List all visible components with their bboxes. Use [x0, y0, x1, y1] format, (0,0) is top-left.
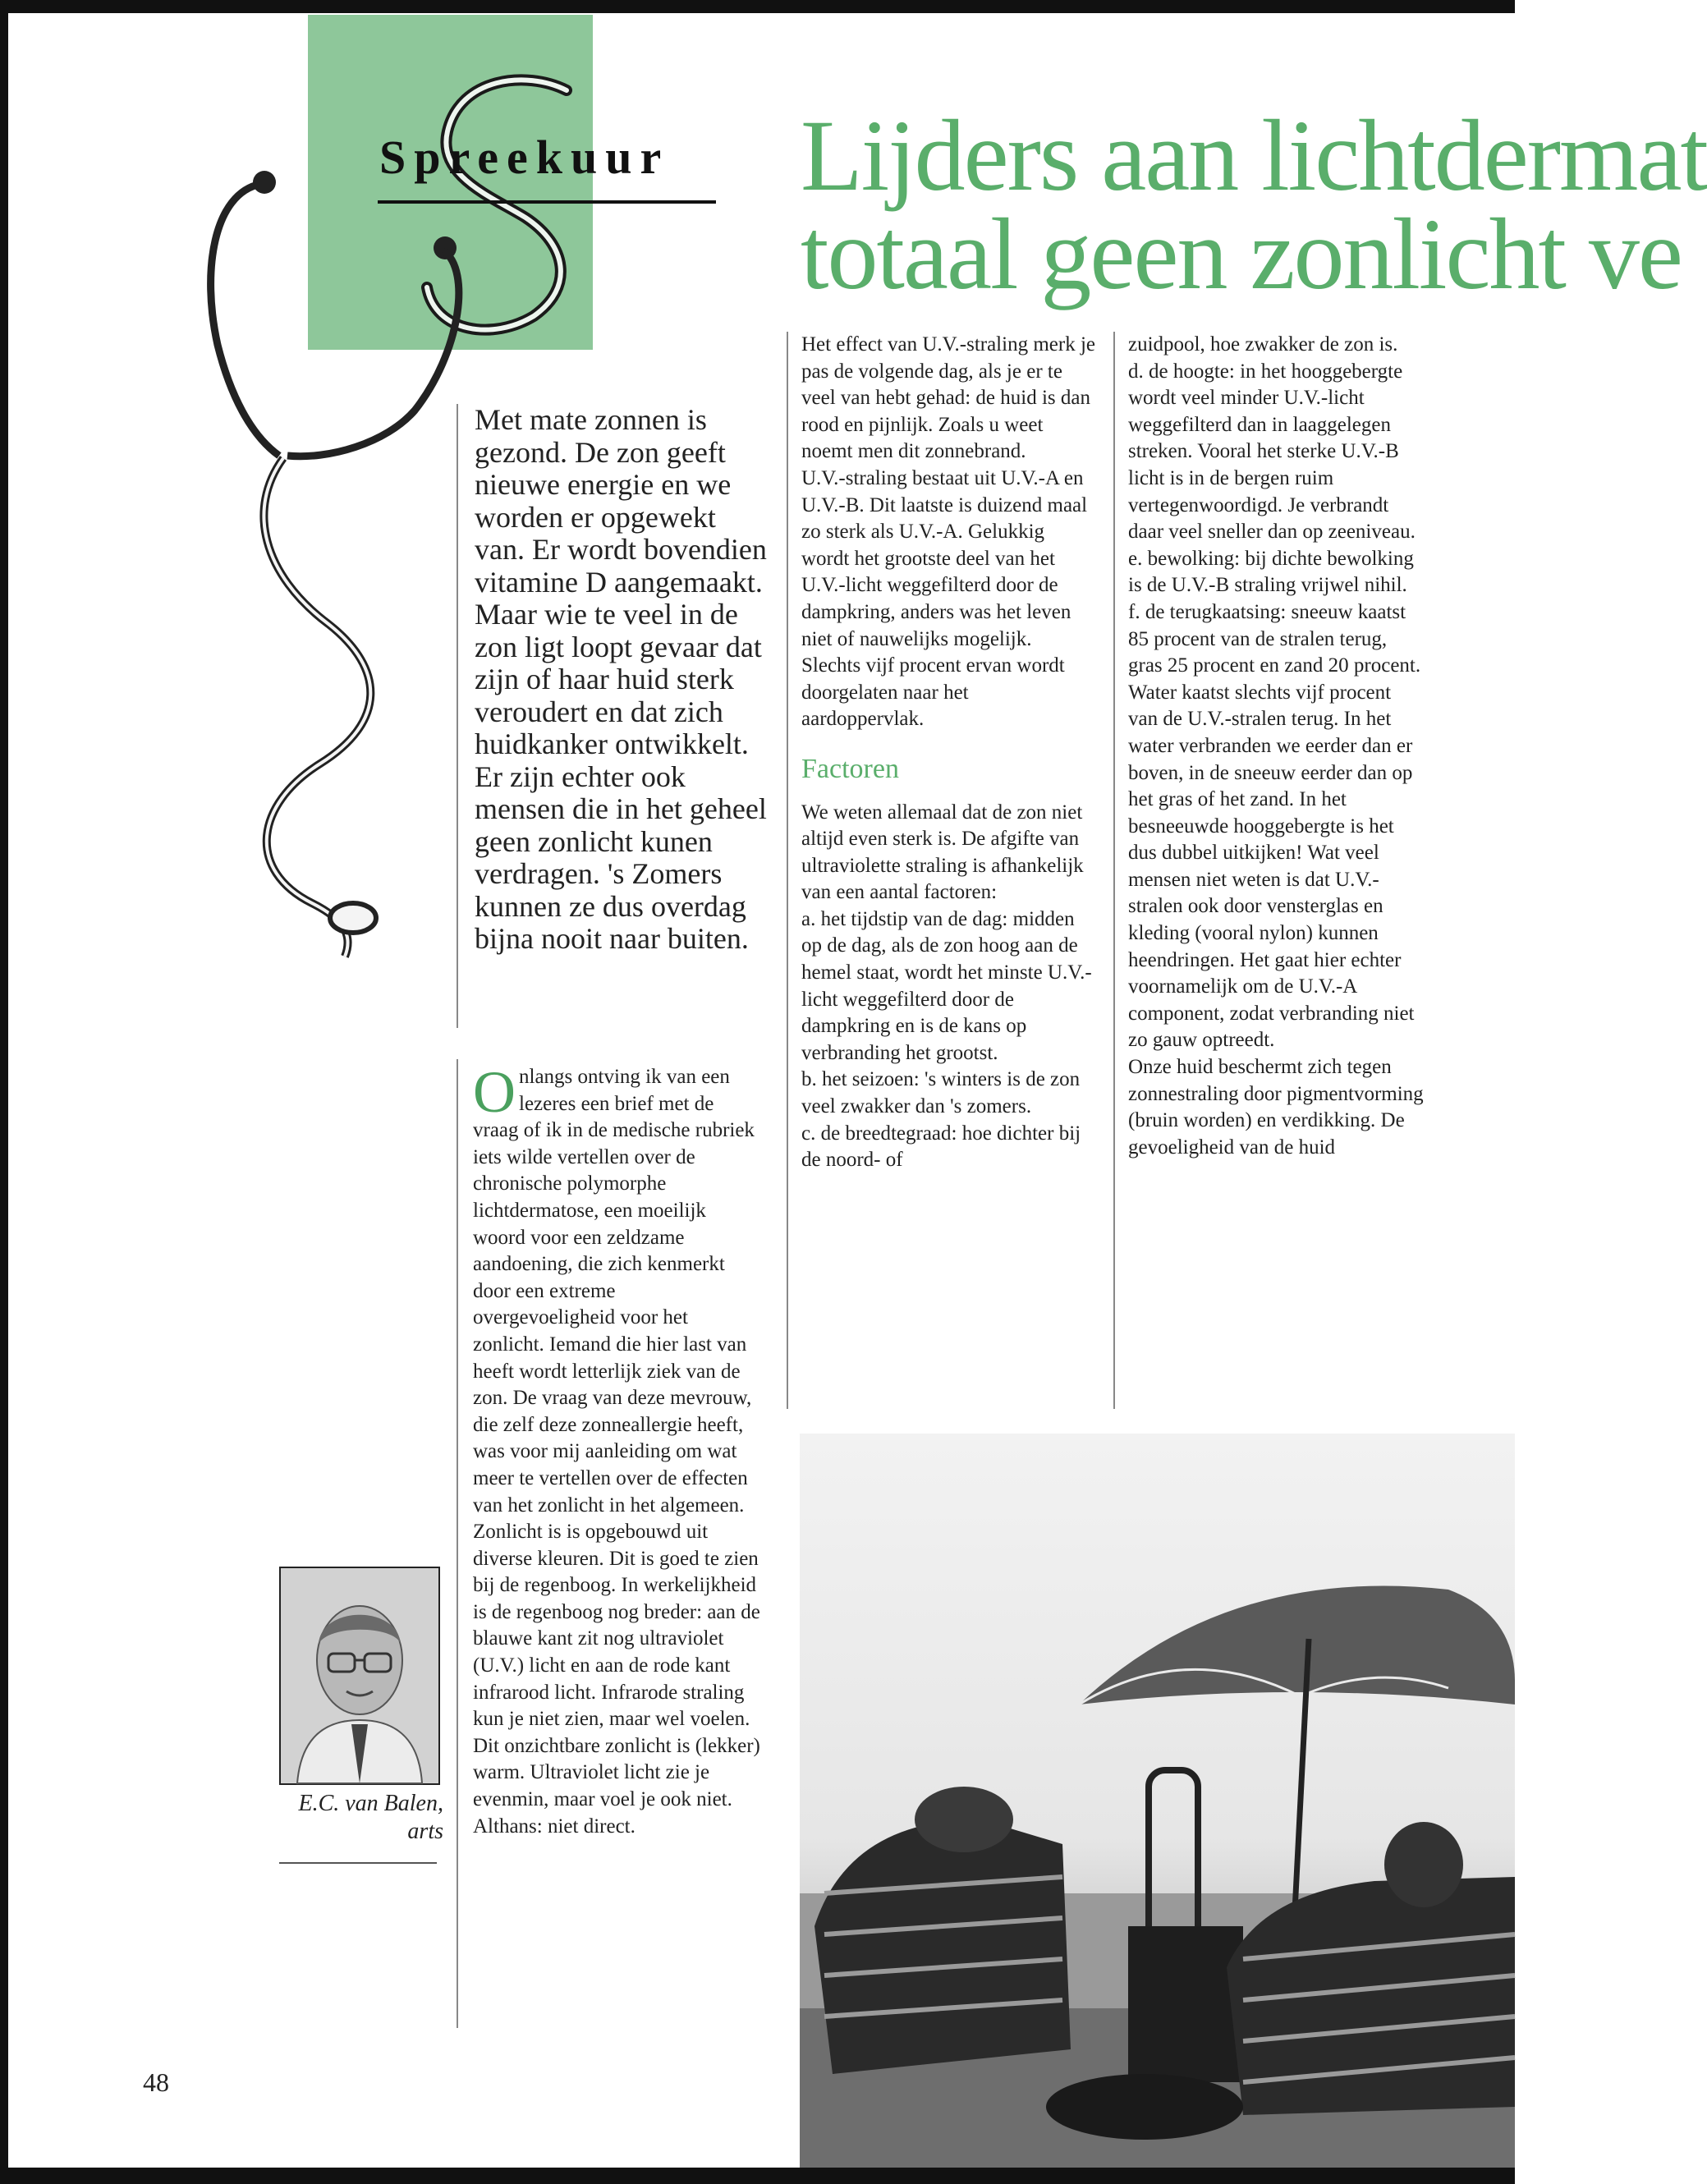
author-caption-rule: [279, 1862, 437, 1864]
column-2-rule: [787, 332, 788, 1409]
column-2-paragraph-3: We weten allemaal dat de zon niet altijd even sterk is. De afgifte van ultraviolette straling is afhankelijk van een aantal factoren:: [801, 801, 1084, 904]
author-portrait: [279, 1567, 440, 1785]
article-column-3: [1128, 332, 1425, 1161]
headline-line-1: Lijders aan lichtdermat: [801, 99, 1707, 212]
factor-c: c. de breedtegraad: hoe dichter bij de noord- of: [801, 1122, 1081, 1172]
section-label: Spreekuur: [379, 131, 670, 184]
stethoscope-chestpiece-icon: [330, 903, 376, 933]
column-3-paragraph-2: Onze huid beschermt zich tegen zonnestraling door pigmentvorming (bruin worden) en verdikking. De gevoeligheid van de huid: [1128, 1056, 1424, 1159]
column-1-paragraph-1: Onlangs ontving ik van een lezeres een brief met de vraag of ik in de medische rubriek iets wilde vertellen over de chronische polymorphe lichtdermatose, een moeilijk woord voor een zeldzame aandoening, die zich kenmerkt door een extreme overgevoeligheid voor het zonlicht. Iemand die hier last van heeft wordt letterlijk ziek van de zon. De vraag van deze mevrouw, die zelf deze zonneallergie heeft, was voor mij aanleiding om wat meer te vertellen over de effecten van het zonlicht in het algemeen.: [473, 1059, 755, 1516]
factor-a: a. het tijdstip van de dag: midden op de dag, als de zon hoog aan de hemel staat, wordt het minste U.V.-licht weggefilterd door de dampkring en is de kans op verbranding het grootst.: [801, 907, 1092, 1064]
column-2-paragraph-1: Het effect van U.V.-straling merk je pas de volgende dag, als je er te veel van hebt gehad: de huid is dan rood en pijnlijk. Zoals u weet noemt men dit zonnebrand.: [801, 333, 1095, 463]
article-column-2: [801, 332, 1095, 1174]
initial-s-shape: [427, 80, 567, 329]
headline-line-2: totaal geen zonlicht ve: [801, 198, 1682, 310]
page-border-bottom: [0, 2168, 1515, 2184]
column-1-rule: [457, 1059, 458, 2028]
column-3-rule: [1113, 332, 1115, 1409]
factor-b: b. het seizoen: 's winters is de zon veel zwakker dan 's zomers.: [801, 1068, 1081, 1118]
factor-d: d. de hoogte: in het hooggebergte wordt veel minder U.V.-licht weggefilterd dan in laaggelegen streken. Vooral het sterke U.V.-B licht is in de bergen ruim vertegenwoordigd. Je verbrandt daar veel sneller dan op zeeniveau.: [1128, 360, 1416, 544]
section-label-underline: [378, 200, 716, 204]
beach-photo: [800, 1434, 1515, 2168]
article-headline: [801, 99, 1707, 310]
factoren-subheading: Factoren: [801, 753, 899, 784]
column-3-paragraph-1: zuidpool, hoe zwakker de zon is.: [1128, 333, 1398, 356]
page-number: 48: [143, 2067, 169, 2097]
article-intro: Met mate zonnen is gezond. De zon geeft nieuwe energie en we worden er opgewekt van. Er wordt bovendien vitamine D aangemaakt. Maar wie te veel in de zon ligt loopt gevaar dat zijn of haar huid sterk veroudert en dat zich huidkanker ontwikkelt. Er zijn echter ook mensen die in het geheel geen zonlicht kunen verdragen. 's Zomers kunnen ze dus overdag bijna nooit naar buiten.: [475, 403, 767, 955]
author-role: arts: [407, 1819, 443, 1844]
column-1-paragraph-2: Zonlicht is is opgebouwd uit diverse kleuren. Dit is goed te zien bij de regenboog. In werkelijkheid is de regenboog nog breder: aan de blauwe kant zit nog ultraviolet (U.V.) licht en aan de rode kant infrarood licht. Infrarode straling kun je niet zien, maar wel voelen. Dit onzichtbare zonlicht is (lekker) warm. Ultraviolet licht zie je evenmin, maar voel je ook niet. Althans: niet direct.: [473, 1521, 760, 1838]
author-name: E.C. van Balen,: [298, 1791, 443, 1816]
intro-rule: [457, 404, 458, 1028]
article-column-1: [473, 1059, 762, 1840]
drop-cap: O: [473, 1059, 516, 1125]
factor-f: f. de terugkaatsing: sneeuw kaatst 85 procent van de stralen terug, gras 25 procent en zand 20 procent. Water kaatst slechts vijf procent van de U.V.-stralen terug. In het water verbranden we eerder dan er boven, in de sneeuw eerder dan op het gras of het zand. In het besneeuwde hooggebergte is het dus dubbel uitkijken! Wat veel mensen niet weten is dat U.V.-stralen ook door vensterglas en kleding (vooral nylon) kunnen heendringen. Het gaat hier echter voornamelijk om de U.V.-A component, zodat verbranding niet zo gauw optreedt.: [1128, 600, 1421, 1052]
author-caption: [263, 1790, 443, 1846]
factor-e: e. bewolking: bij dichte bewolking is de U.V.-B straling vrijwel nihil.: [1128, 547, 1414, 597]
column-2-paragraph-2: U.V.-straling bestaat uit U.V.-A en U.V.-B. Dit laatste is duizend maal zo sterk als U.V.-A. Gelukkig wordt het grootste deel van het U.V.-licht weggefilterd door de dampkring, anders was het leven niet of nauwelijks mogelijk. Slechts vijf procent ervan wordt doorgelaten naar het aardoppervlak.: [801, 466, 1088, 731]
